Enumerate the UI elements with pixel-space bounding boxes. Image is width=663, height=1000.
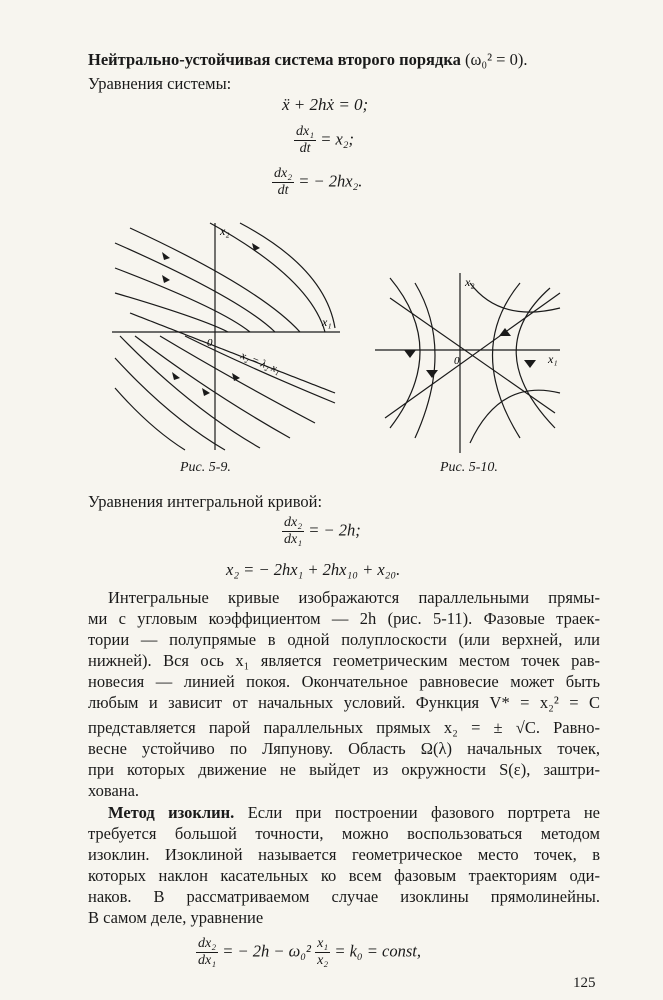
fig59-origin-label: 0	[207, 337, 213, 349]
integral-heading: Уравнения интегральной кривой:	[88, 492, 323, 511]
section-title	[88, 50, 527, 70]
section-title-condition: (ω₀² = 0).	[464, 50, 528, 69]
figure-5-9	[110, 218, 345, 458]
equation-2: $\frac{\text{dx₁}}{dt}$ = x₂;	[296, 124, 355, 156]
fig510-x1-label: x₁	[548, 352, 558, 366]
p1-line-8: при которых движение не выйдет из окружности S(ε), заштри-	[88, 760, 600, 779]
p1-line-5: любым и зависит от начальных условий. Функция V* = x₂² = C	[88, 693, 600, 712]
fig59-x1-label: x₁	[322, 315, 332, 329]
fig59-x2-label: x₂	[220, 224, 230, 238]
system-equations-heading: Уравнения системы:	[88, 74, 232, 93]
p1-line-2: тории — полупрямые в одной полуплоскости (или верхней, или	[88, 630, 600, 649]
p1-line-7: весне устойчиво по Ляпунову. Область Ω(λ) начальных точек,	[88, 739, 600, 758]
p2-line-0: Метод изоклин. Если при построении фазового портрета не	[108, 803, 601, 822]
fig510-origin-label: 0	[454, 355, 460, 367]
p2-line-2: изоклин. Изоклиной называется геометрическое место точек, в	[88, 845, 600, 864]
isocline-method-heading: Метод изоклин.	[108, 803, 235, 822]
p1-line-0: Интегральные кривые изображаются параллельными прямы-	[108, 588, 600, 607]
p2-line-1: требуется большой точности, можно воспользоваться методом	[88, 824, 600, 843]
p2-line-5: В самом деле, уравнение	[88, 908, 264, 927]
integral-equation-1: $\frac{\text{dx₂}}{\text{dx₁}}$ = − 2h;	[284, 515, 361, 547]
p1-line-6: представляется парой параллельных прямых x₂ = ± √C. Равно-	[88, 718, 600, 737]
integral-equation-2: x₂ = − 2hx₁ + 2hx₁₀ + x₂₀.	[226, 560, 401, 579]
figure-5-9-caption: Рис. 5-9.	[180, 460, 231, 475]
equation-3: $\frac{\text{dx₂}}{dt}$ = − 2hx₂.	[274, 166, 363, 198]
page-number: 125	[573, 975, 596, 991]
fig510-x2-label: x₂	[465, 275, 475, 289]
isocline-equation: $\frac{\text{dx₂}}{\text{dx₁}}$ = − 2h − ω₀² $\frac{\text{x₁}}{\text{x₂}}$ = k₀ = const,	[198, 936, 421, 968]
p1-line-9: хована.	[88, 781, 140, 800]
p1-line-3: нижней). Вся ось x₁ является геометрическим местом точек рав-	[88, 651, 600, 670]
section-title-bold: Нейтрально-устойчивая система второго порядка	[88, 50, 461, 69]
fig59-line-label: x₂ = λ₂ x₁	[238, 349, 283, 377]
figure-5-10	[370, 268, 570, 458]
figure-5-10-caption: Рис. 5-10.	[440, 460, 498, 475]
p2-line-4: наков. В рассматриваемом случае изоклины прямолинейны.	[88, 887, 600, 906]
p2-line-3: которых наклон касательных ко всем фазовым траекториям оди-	[88, 866, 600, 885]
p1-line-4: новесия — линией покоя. Окончательное равновесие может быть	[88, 672, 600, 691]
p1-line-1: ми с угловым коэффициентом — 2h (рис. 5-11). Фазовые траек-	[88, 609, 600, 628]
equation-1: ẍ + 2hẋ = 0;	[282, 95, 369, 114]
